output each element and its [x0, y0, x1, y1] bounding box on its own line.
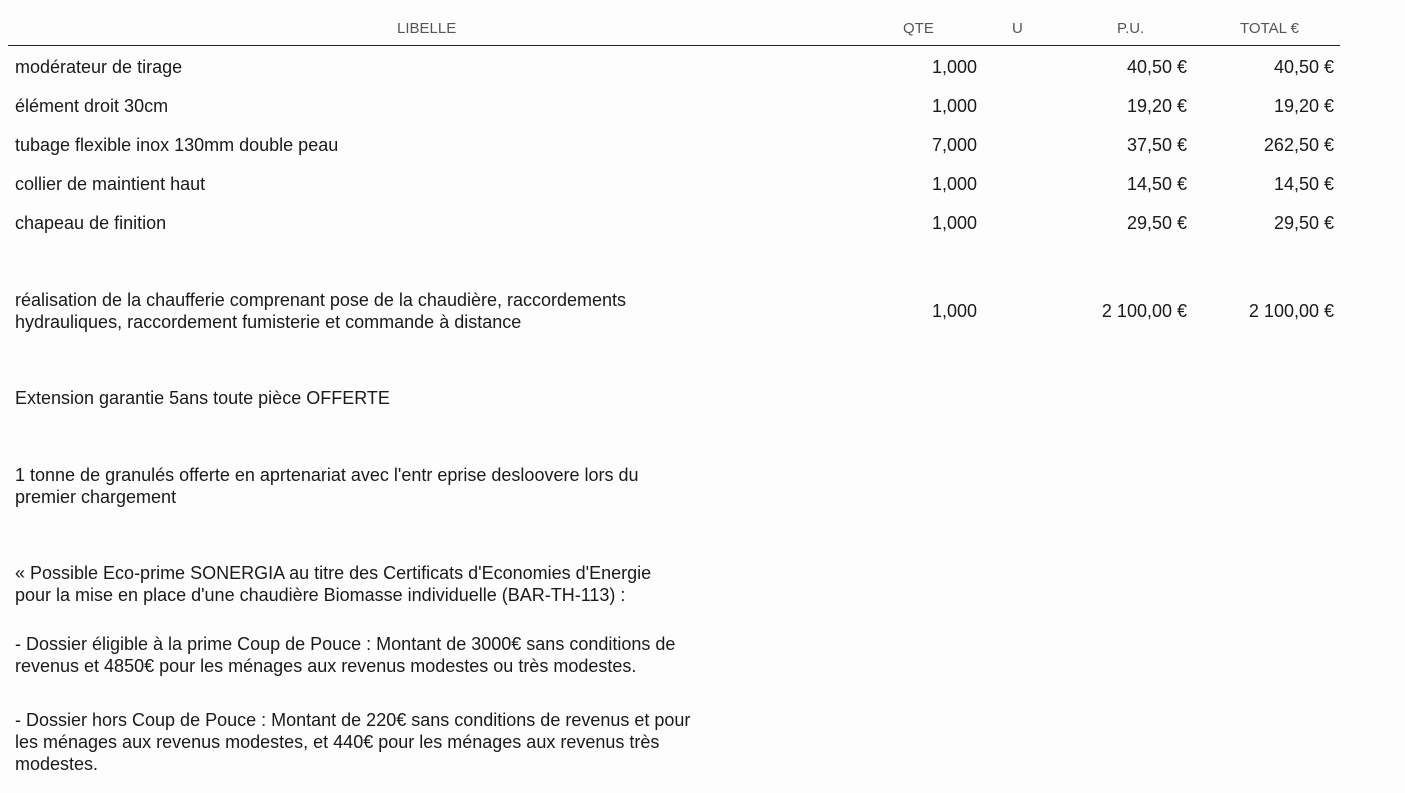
note-garantie: Extension garantie 5ans toute pièce OFFERTE — [15, 388, 390, 408]
row-total: 262,50 € — [1263, 135, 1334, 155]
row-libelle: collier de maintient haut — [15, 174, 206, 194]
row-pu: 14,50 € — [1126, 174, 1187, 194]
row-qte: 7,000 — [931, 135, 977, 155]
row-total: 2 100,00 € — [1248, 301, 1334, 321]
row-pu: 40,50 € — [1126, 57, 1187, 77]
note-hors-line1: - Dossier hors Coup de Pouce : Montant de 220€ sans conditions de revenus et pour — [15, 710, 691, 730]
note-granules-line2: premier chargement — [15, 487, 177, 507]
row-total: 19,20 € — [1273, 96, 1334, 116]
row-pu: 2 100,00 € — [1101, 301, 1187, 321]
row-qte: 1,000 — [931, 213, 977, 233]
header-pu: P.U. — [1117, 20, 1145, 37]
note-granules-line1: 1 tonne de granulés offerte en aprtenariat avec l'entr eprise desloovere lors du — [15, 465, 639, 485]
row-qte: 1,000 — [931, 174, 977, 194]
note-hors-line3: modestes. — [15, 754, 99, 774]
row-pu: 29,50 € — [1126, 213, 1187, 233]
row-libelle-line2: hydrauliques, raccordement fumisterie et commande à distance — [15, 312, 522, 332]
row-libelle: tubage flexible inox 130mm double peau — [15, 135, 339, 155]
row-qte: 1,000 — [931, 57, 977, 77]
note-coup-pouce-line1: - Dossier éligible à la prime Coup de Pouce : Montant de 3000€ sans conditions de — [15, 634, 676, 654]
header-total: TOTAL € — [1240, 20, 1299, 37]
row-libelle: chapeau de finition — [15, 213, 167, 233]
row-libelle: modérateur de tirage — [15, 57, 183, 77]
table-row — [0, 289, 1405, 333]
row-qte: 1,000 — [931, 301, 977, 321]
row-libelle: élément droit 30cm — [15, 96, 169, 116]
row-pu: 37,50 € — [1126, 135, 1187, 155]
row-libelle-line1: réalisation de la chaufferie comprenant pose de la chaudière, raccordements — [15, 290, 627, 310]
note-coup-pouce-line2: revenus et 4850€ pour les ménages aux revenus modestes ou très modestes. — [15, 656, 637, 676]
table-header — [0, 20, 1405, 44]
header-u: U — [1012, 20, 1023, 37]
row-total: 40,50 € — [1273, 57, 1334, 77]
note-ecoprime-line1: « Possible Eco-prime SONERGIA au titre des Certificats d'Economies d'Energie — [15, 563, 652, 583]
row-total: 29,50 € — [1273, 213, 1334, 233]
row-qte: 1,000 — [931, 96, 977, 116]
row-total: 14,50 € — [1273, 174, 1334, 194]
note-ecoprime-line2: pour la mise en place d'une chaudière Biomasse individuelle (BAR-TH-113) : — [15, 585, 626, 605]
header-libelle: LIBELLE — [397, 20, 457, 37]
header-rule — [8, 45, 1340, 46]
row-pu: 19,20 € — [1126, 96, 1187, 116]
header-qte: QTE — [903, 20, 934, 37]
note-hors-line2: les ménages aux revenus modestes, et 440€ pour les ménages aux revenus très — [15, 732, 660, 752]
